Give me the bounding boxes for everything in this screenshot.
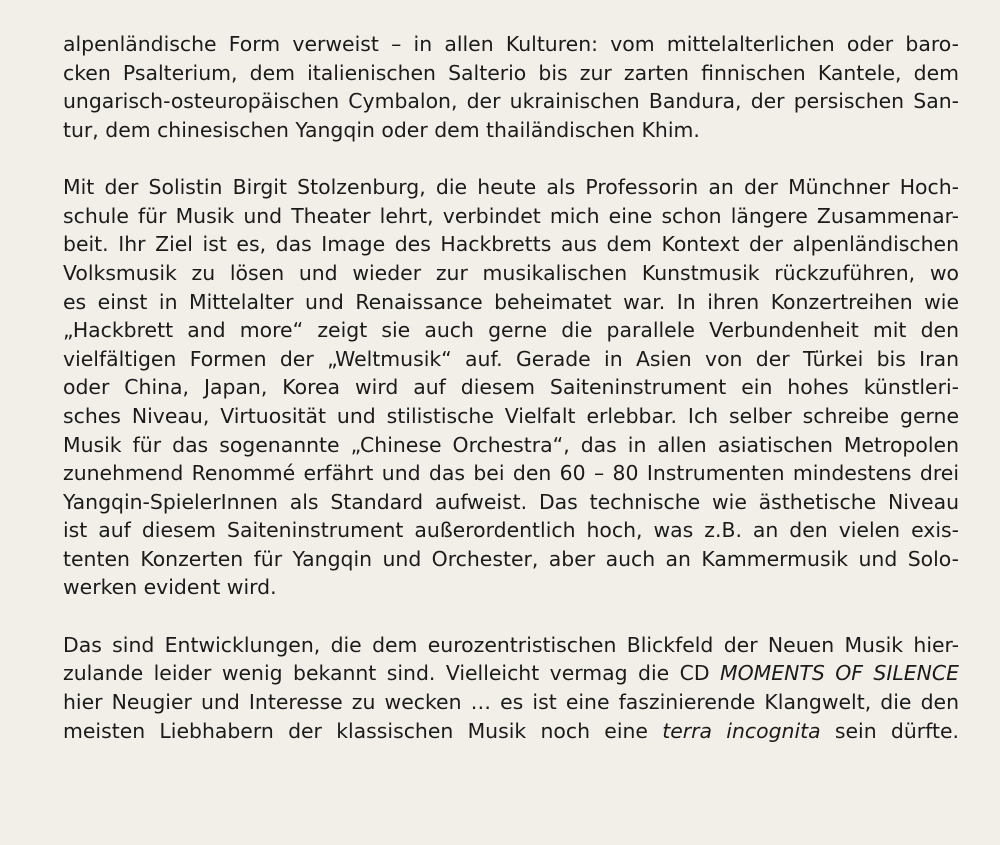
paragraph-gap (63, 602, 959, 631)
paragraph-1 (63, 30, 959, 144)
text-line (63, 717, 959, 746)
text-run: zulande leider wenig bekannt sind. Vielleicht vermag die CD (63, 661, 720, 686)
text-line: es einst in Mittelalter und Renaissance beheimatet war. In ihren Konzertreihen wie (63, 289, 959, 314)
text-line: Musik für das sogenannte „Chinese Orchestra“, das in allen asiatischen Metropolen (63, 432, 959, 457)
text-line: cken Psalterium, dem italienischen Salterio bis zur zarten finnischen Kantele, dem (63, 60, 959, 85)
text-run: sein dürfte. (820, 718, 959, 743)
text-line: vielfältigen Formen der „Weltmusik“ auf. Gerade in Asien von der Türkei bis Iran (63, 346, 959, 371)
text-line: ungarisch-osteuropäischen Cymbalon, der ukrainischen Bandura, der persischen San- (63, 89, 959, 114)
text-line: zunehmend Renommé erfährt und das bei den 60 – 80 Instrumenten mindestens drei (63, 461, 959, 486)
text-line: schule für Musik und Theater lehrt, verbindet mich eine schon längere Zusammenar- (63, 203, 959, 228)
text-line: „Hackbrett and more“ zeigt sie auch gerne die parallele Verbundenheit mit den (63, 318, 959, 343)
italic-phrase: terra incognita (662, 718, 821, 743)
text-line: Das sind Entwicklungen, die dem eurozentristischen Blickfeld der Neuen Musik hier- (63, 632, 959, 657)
text-line: Yangqin-SpielerInnen als Standard aufweist. Das technische wie ästhetische Niveau (63, 489, 959, 514)
text-line: alpenländische Form verweist – in allen Kulturen: vom mittelalterlichen oder baro- (63, 32, 959, 56)
text-line: Mit der Solistin Birgit Stolzenburg, die heute als Professorin an der Münchner Hoch- (63, 175, 959, 200)
paragraph-3 (63, 631, 959, 745)
document-page (63, 30, 959, 745)
text-line: Volksmusik zu lösen und wieder zur musikalischen Kunstmusik rückzuführen, wo (63, 260, 959, 285)
paragraph-gap (63, 144, 959, 173)
text-line: werken evident wird. (63, 575, 277, 600)
text-run: meisten Liebhabern der klassischen Musik noch eine (63, 718, 663, 743)
text-line: tenten Konzerten für Yangqin und Orchester, aber auch an Kammermusik und Solo- (63, 546, 959, 571)
text-line: ist auf diesem Saiteninstrument außerordentlich hoch, was z.B. an den vielen exis- (63, 518, 959, 543)
paragraph-2 (63, 173, 959, 602)
text-line: hier Neugier und Interesse zu wecken … es ist eine faszinierende Klangwelt, die den (63, 690, 959, 715)
text-line: sches Niveau, Virtuosität und stilistische Vielfalt erlebbar. Ich selber schreibe gerne (63, 403, 959, 428)
text-line: beit. Ihr Ziel ist es, das Image des Hackbretts aus dem Kontext der alpenländischen (63, 232, 959, 257)
cd-title: MOMENTS OF SILENCE (720, 661, 959, 686)
text-line (63, 659, 959, 688)
text-line: oder China, Japan, Korea wird auf diesem Saiteninstrument ein hohes künstleri- (63, 375, 959, 400)
text-line: tur, dem chinesischen Yangqin oder dem thailändischen Khim. (63, 117, 700, 142)
